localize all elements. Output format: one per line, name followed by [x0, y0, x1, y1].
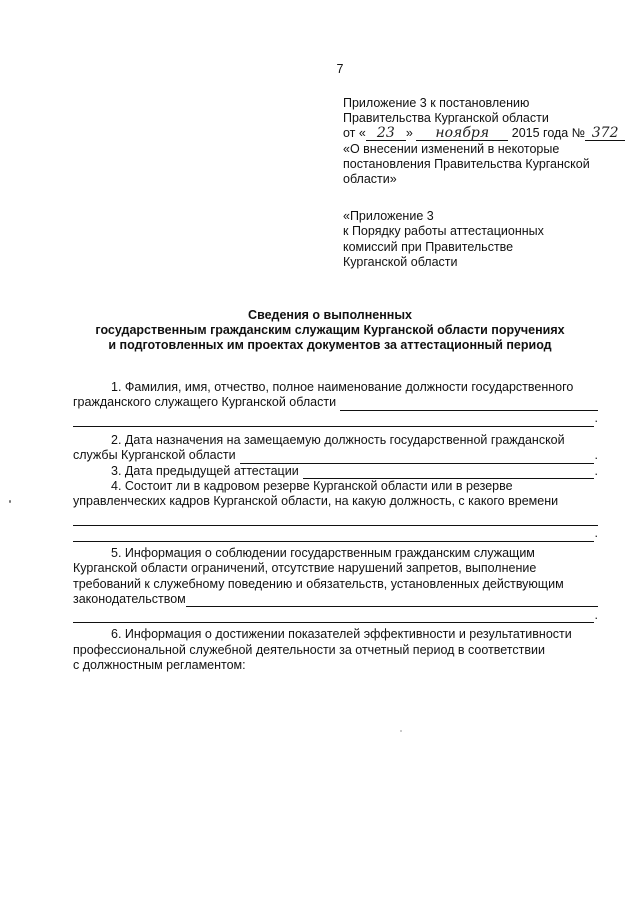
item-3-line	[73, 464, 598, 479]
appendix-line-2: Правительства Курганской области	[343, 111, 549, 126]
form-body	[73, 380, 598, 674]
appendix-header	[343, 96, 618, 187]
end-dot: .	[594, 526, 598, 541]
handwritten-month: ноября	[416, 127, 508, 141]
appendix-line-4: «О внесении изменений в некоторые	[343, 141, 560, 156]
title-line-3: и подготовленных им проектах документов за аттестационный период	[108, 338, 552, 352]
item-5-label: законодательством	[73, 592, 186, 607]
title-line-1: Сведения о выполненных	[248, 308, 412, 322]
appendix-reference	[343, 209, 618, 271]
item-4-line-1: 4. Состоит ли в кадровом резерве Курганской области или в резерве	[111, 479, 513, 494]
date-mid: »	[405, 126, 413, 141]
item-5-line-2: Курганской области ограничений, отсутствие нарушений запретов, выполнение	[73, 561, 537, 576]
scan-speck	[400, 730, 402, 732]
item-2-label: службы Курганской области	[73, 448, 236, 463]
appendix-date-line	[343, 126, 618, 141]
item-2-fill-line[interactable]	[240, 451, 594, 464]
item-1-line-2	[73, 395, 598, 410]
date-prefix: от «	[343, 126, 366, 141]
scan-speck	[9, 500, 11, 503]
item-6-line-1: 6. Информация о достижении показателей эффективности и результативности	[111, 627, 572, 642]
document-title	[62, 308, 598, 353]
appendix2-line-3: комиссий при Правительстве	[343, 239, 514, 254]
page-number: 7	[336, 62, 344, 76]
handwritten-day: 23	[366, 127, 406, 141]
item-5-line-3: требований к служебному поведению и обязательств, установленных действующим	[73, 576, 564, 591]
item-6-line-2: профессиональной служебной деятельности за отчетный период в соответствии	[73, 642, 545, 657]
blank-underline	[73, 414, 594, 427]
item-3-label: 3. Дата предыдущей аттестации	[111, 463, 299, 478]
end-dot: .	[594, 448, 598, 463]
item-5-blank-line[interactable]	[73, 607, 598, 623]
item-4-blank-line-2[interactable]	[73, 526, 598, 542]
title-line-2: государственным гражданским служащим Курганской области поручениях	[95, 323, 565, 337]
item-5-line-1: 5. Информация о соблюдении государственным гражданским служащим	[111, 545, 535, 560]
item-6-line-3: с должностным регламентом:	[73, 658, 246, 673]
end-dot: .	[594, 411, 598, 426]
item-1-label: гражданского служащего Курганской области	[73, 395, 337, 410]
blank-underline	[73, 610, 594, 623]
item-2-line-2	[73, 448, 598, 463]
appendix2-line-4: Курганской области	[343, 255, 458, 270]
item-4-line-2: управленческих кадров Курганской области, на какую должность, с какого времени	[73, 494, 559, 509]
item-3-fill-line[interactable]	[303, 466, 594, 479]
appendix-line-6: области»	[343, 172, 397, 187]
year-text: 2015 года №	[511, 126, 586, 141]
appendix2-line-1: «Приложение 3	[343, 209, 434, 223]
blank-underline	[73, 529, 594, 542]
end-dot: .	[594, 608, 598, 623]
item-1-line-1: 1. Фамилия, имя, отчество, полное наименование должности государственного	[111, 380, 574, 394]
item-5-line-4	[73, 592, 598, 607]
appendix-line-5: постановления Правительства Курганской	[343, 156, 590, 171]
blank-underline	[73, 513, 598, 526]
item-5-fill-line[interactable]	[186, 594, 598, 607]
item-1-fill-line[interactable]	[340, 398, 598, 411]
end-dot: .	[594, 463, 598, 478]
item-2-line-1: 2. Дата назначения на замещаемую должность государственной гражданской	[111, 432, 565, 447]
appendix2-line-2: к Порядку работы аттестационных	[343, 224, 544, 239]
appendix-line-1: Приложение 3 к постановлению	[343, 96, 530, 110]
item-4-blank-line-1[interactable]	[73, 510, 598, 526]
item-1-blank-line[interactable]	[73, 411, 598, 427]
handwritten-number: 372	[585, 127, 625, 141]
